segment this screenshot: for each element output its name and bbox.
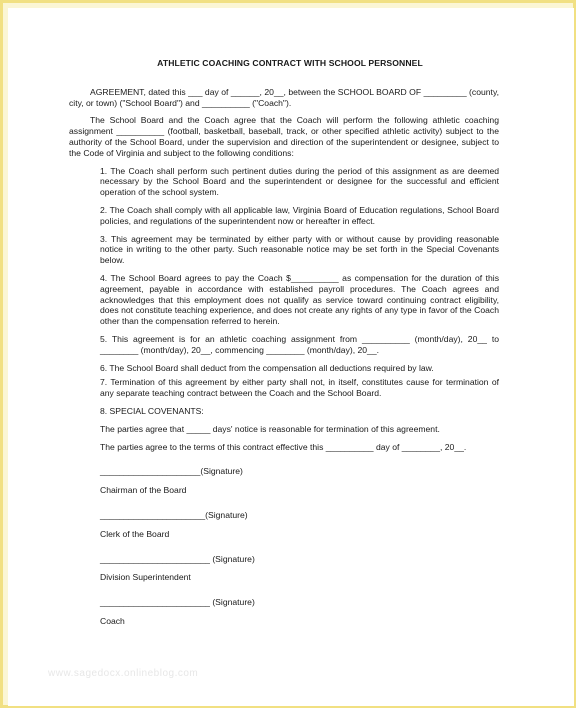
document-page bbox=[8, 8, 574, 706]
signature-role: Division Superintendent bbox=[100, 572, 191, 583]
signature-line[interactable]: ______________________(Signature) bbox=[100, 509, 248, 520]
condition-item-6: 6. The School Board shall deduct from the compensation all deductions required by law. bbox=[100, 362, 434, 373]
intro-paragraph: The School Board and the Coach agree that the Coach will perform the following athletic coaching assignment __________ (football, basketball, baseball, track, or other specified athletic activity) subject to the authority of the School Board, under the supervision and direction of the superintendent or designee, subject to the Code of Virginia and subject to the following conditions: bbox=[69, 115, 499, 158]
signature-role: Chairman of the Board bbox=[100, 485, 187, 496]
agreement-paragraph: AGREEMENT, dated this ___ day of ______, 20__, between the SCHOOL BOARD OF _________ (county, city, or town) ("School Board") and __________ ("Coach"). bbox=[69, 86, 499, 108]
watermark: www.sagedocx.onlineblog.com bbox=[48, 668, 199, 679]
covenant-effective: The parties agree to the terms of this contract effective this __________ day of ________, 20__. bbox=[100, 441, 467, 452]
signature-block-chairman bbox=[100, 466, 499, 496]
condition-item-5: 5. This agreement is for an athletic coaching assignment from __________ (month/day), 20__ to ________ (month/day), 20__, commencing ________ (month/day), 20__. bbox=[100, 333, 499, 355]
condition-item-4: 4. The School Board agrees to pay the Coach $__________ as compensation for the duration of this agreement, payable in accordance with established payroll procedures. The Coach agrees and acknowledges that this employment does not qualify as service toward continuing contract eligibility, does not constitute teaching experience, and does not create any rights of any type in favor of the Coach other than the compensation referred to herein. bbox=[100, 272, 499, 327]
covenant-notice: The parties agree that _____ days' notice is reasonable for termination of this agreement. bbox=[100, 423, 440, 434]
document-title: ATHLETIC COACHING CONTRACT WITH SCHOOL PERSONNEL bbox=[157, 58, 423, 68]
signature-block-coach bbox=[100, 597, 499, 627]
condition-item-3: 3. This agreement may be terminated by either party with or without cause by providing reasonable notice in writing to the other party. Such reasonable notice may be set forth in the Special Covenants below. bbox=[100, 233, 499, 266]
signature-block-clerk bbox=[100, 510, 499, 540]
signature-line[interactable]: _______________________ (Signature) bbox=[100, 553, 255, 564]
signature-line[interactable]: _____________________(Signature) bbox=[100, 466, 243, 477]
signature-role: Clerk of the Board bbox=[100, 528, 170, 539]
condition-item-1: 1. The Coach shall perform such pertinent duties during the period of this assignment as are deemed necessary by the School Board and the superintendent or designee for the successful and efficient operation of the school system. bbox=[100, 165, 499, 198]
condition-item-8: 8. SPECIAL COVENANTS: bbox=[100, 405, 204, 416]
condition-item-7: 7. Termination of this agreement by either party shall not, in itself, constitutes cause for termination of any separate teaching contract between the Coach and the School Board. bbox=[100, 377, 499, 399]
condition-item-2: 2. The Coach shall comply with all applicable law, Virginia Board of Education regulations, School Board policies, and regulations of the superintendent now or hereafter in effect. bbox=[100, 204, 499, 226]
signature-role: Coach bbox=[100, 615, 125, 626]
contract-body bbox=[69, 58, 499, 627]
signature-line[interactable]: _______________________ (Signature) bbox=[100, 597, 255, 608]
signature-block-superintendent bbox=[100, 554, 499, 584]
